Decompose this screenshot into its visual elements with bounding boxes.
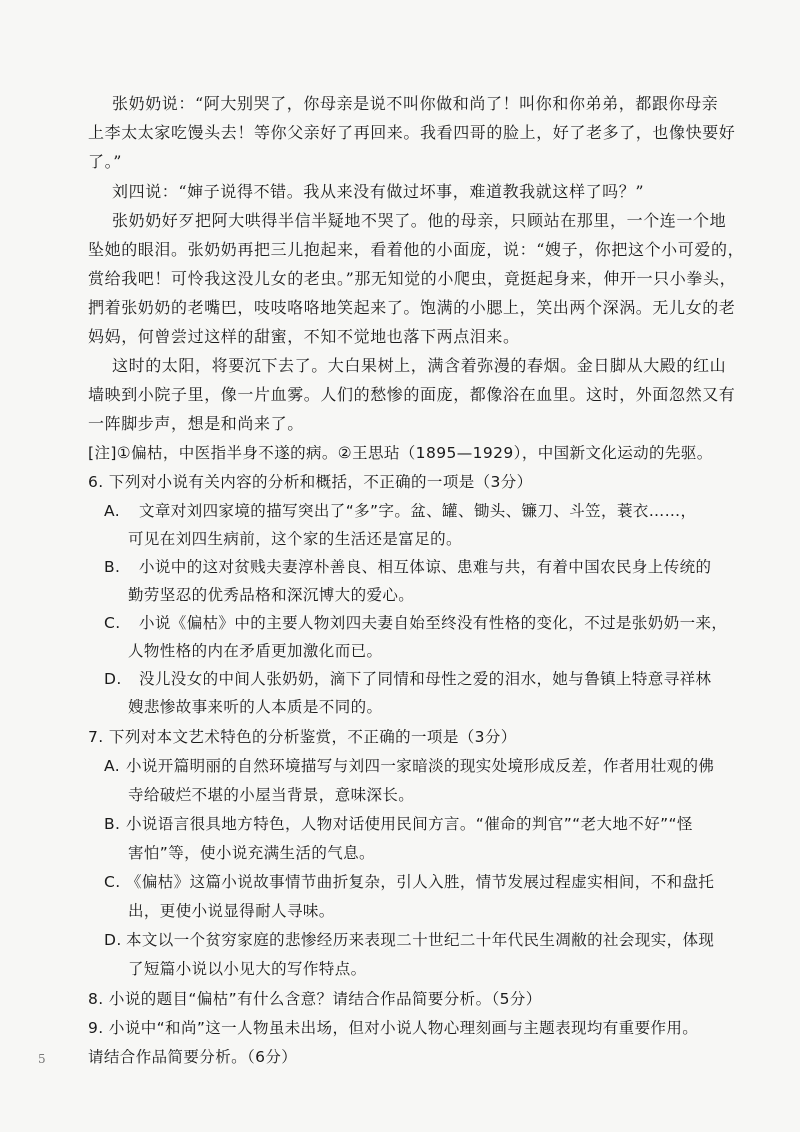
q7-option-a-text: 寺给破烂不堪的小屋当背景，意味深长。 (128, 786, 415, 804)
story-line: 一阵脚步声，想是和尚来了。 (88, 414, 304, 433)
q7-option-d-text: 本文以一个贫穷家庭的悲惨经历来表现二十世纪二十年代民生凋敝的社会现实，体现 (126, 931, 715, 949)
story-line: 张奶奶好歹把阿大哄得半信半疑地不哭了。他的母亲，只顾站在那里，一个连一个地 (112, 211, 727, 230)
story-line: 上李太太家吃馒头去！等你父亲好了再回来。我看四哥的脸上，好了老多了，也像快要好 (88, 123, 736, 142)
q7-option-c-letter: C. (104, 873, 121, 891)
q6-option-a-text: 文章对刘四家境的描写突出了“多”字。盆、罐、锄头、镰刀、斗笠，蓑衣……， (139, 502, 697, 520)
question-7-stem: 7. 下列对本文艺术特色的分析鉴赏，不正确的一项是（3分） (88, 728, 517, 746)
q6-option-a-text: 可见在刘四生病前，这个家的生活还是富足的。 (128, 530, 462, 548)
question-9: 请结合作品简要分析。（6分） (88, 1048, 298, 1066)
footnote: [注]①偏枯，中医指半身不遂的病。②王思玷（1895—1929），中国新文化运动的先驱。 (88, 444, 713, 462)
q7-option-a-text: 小说开篇明丽的自然环境描写与刘四一家暗淡的现实处境形成反差，作者用壮观的佛 (126, 757, 715, 775)
story-line: 赏给我吧！可怜我这没儿女的老虫。”那无知觉的小爬虫，竟挺起身来，伸开一只小拳头， (88, 269, 737, 288)
q7-option-c-text: 《偏枯》这篇小说故事情节曲折复杂，引人入胜，情节发展过程虚实相间，不和盘托 (126, 873, 715, 891)
q6-option-b-letter: B. (104, 558, 121, 576)
q6-option-d-letter: D. (104, 670, 122, 688)
story-line: 坠她的眼泪。张奶奶再把三儿抱起来，看着他的小面庞，说：“嫂子，你把这个小可爱的， (88, 240, 745, 259)
story-line: 刘四说：“婶子说得不错。我从来没有做过坏事，难道教我就这样了吗？” (112, 182, 645, 201)
page-number: 5 (38, 1052, 46, 1066)
question-9: 9. 小说中“和尚”这一人物虽未出场，但对小说人物心理刻画与主题表现均有重要作用。 (88, 1019, 699, 1037)
q7-option-b-letter: B. (104, 815, 121, 833)
q6-option-c-text: 人物性格的内在矛盾更加激化而已。 (128, 642, 383, 660)
q7-option-a-letter: A. (104, 757, 121, 775)
question-6-stem: 6. 下列对小说有关内容的分析和概括，不正确的一项是（3分） (88, 473, 533, 491)
q7-option-d-letter: D. (104, 931, 122, 949)
story-line: 妈妈，何曾尝过这样的甜蜜，不知不觉地也落下两点泪来。 (88, 327, 520, 346)
story-line: 了。” (88, 152, 122, 171)
q7-option-d-text: 了短篇小说以小见大的写作特点。 (128, 960, 367, 978)
q6-option-a-letter: A. (104, 502, 121, 520)
q6-option-c-letter: C. (104, 614, 121, 632)
q6-option-d-text: 没儿没女的中间人张奶奶，滴下了同情和母性之爱的泪水，她与鲁镇上特意寻祥林 (139, 670, 712, 688)
story-line: 这时的太阳，将要沉下去了。大白果树上，满含着弥漫的春烟。金日脚从大殿的红山 (112, 356, 727, 375)
q7-option-c-text: 出，更使小说显得耐人寻味。 (128, 902, 335, 920)
question-8: 8. 小说的题目“偏枯”有什么含意？请结合作品简要分析。（5分） (88, 990, 542, 1008)
q6-option-b-text: 小说中的这对贫贱夫妻淳朴善良、相互体谅、患难与共，有着中国农民身上传统的 (139, 558, 712, 576)
q7-option-b-text: 害怕”等，使小说充满生活的气息。 (128, 844, 375, 862)
story-line: 墙映到小院子里，像一片血雾。人们的愁惨的面庞，都像浴在血里。这时，外面忽然又有 (88, 385, 736, 404)
q7-option-b-text: 小说语言很具地方特色，人物对话使用民间方言。“催命的判官”“老大地不好”“怪 (126, 815, 693, 833)
q6-option-c-text: 小说《偏枯》中的主要人物刘四夫妻自始至终没有性格的变化，不过是张奶奶一来， (139, 614, 728, 632)
story-line: 张奶奶说：“阿大别哭了，你母亲是说不叫你做和尚了！叫你和你弟弟，都跟你母亲 (112, 94, 719, 113)
q6-option-d-text: 嫂悲惨故事来听的人本质是不同的。 (128, 698, 383, 716)
q6-option-b-text: 勤劳坚忍的优秀品格和深沉博大的爱心。 (128, 586, 415, 604)
story-line: 捫着张奶奶的老嘴巴，吱吱咯咯地笑起来了。饱满的小腮上，笑出两个深涡。无儿女的老 (88, 298, 736, 317)
